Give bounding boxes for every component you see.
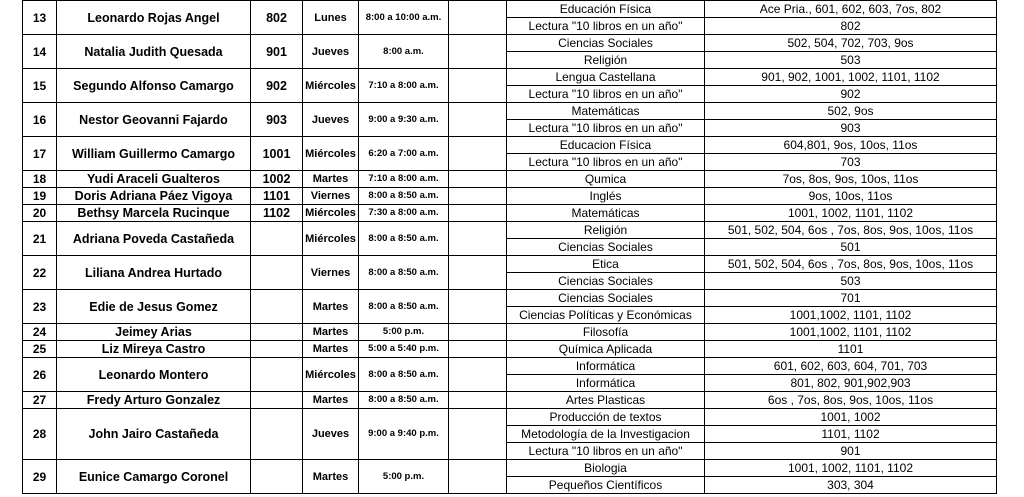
groups-cell: 1101	[705, 341, 997, 358]
subject-cell: Lectura "10 libros en un año"	[507, 120, 705, 137]
subject-cell: Informática	[507, 375, 705, 392]
room-number	[251, 341, 303, 358]
teacher-name: Fredy Arturo Gonzalez	[57, 392, 251, 409]
blank-cell	[449, 205, 507, 222]
table-row	[23, 103, 997, 120]
subject-cell: Inglés	[507, 188, 705, 205]
groups-cell: 901	[705, 443, 997, 460]
subject-cell: Filosofía	[507, 324, 705, 341]
time-slot: 8:00 a 8:50 a.m.	[359, 392, 449, 409]
subject-cell: Lectura "10 libros en un año"	[507, 86, 705, 103]
row-number: 15	[23, 69, 57, 103]
groups-cell: 502, 504, 702, 703, 9os	[705, 35, 997, 52]
weekday: Miércoles	[303, 358, 359, 392]
subject-cell: Matemáticas	[507, 103, 705, 120]
time-slot: 8:00 a 8:50 a.m.	[359, 256, 449, 290]
row-number: 17	[23, 137, 57, 171]
subject-cell: Lengua Castellana	[507, 69, 705, 86]
groups-cell: 501, 502, 504, 6os , 7os, 8os, 9os, 10os, 11os	[705, 222, 997, 239]
weekday: Lunes	[303, 1, 359, 35]
room-number	[251, 358, 303, 392]
blank-cell	[449, 324, 507, 341]
groups-cell: 701	[705, 290, 997, 307]
subject-cell: Ciencias Sociales	[507, 273, 705, 290]
room-number: 802	[251, 1, 303, 35]
teacher-name: Liliana Andrea Hurtado	[57, 256, 251, 290]
time-slot: 7:30 a 8:00 a.m.	[359, 205, 449, 222]
table-row	[23, 358, 997, 375]
teacher-name: Leonardo Rojas Angel	[57, 1, 251, 35]
subject-cell: Pequeños Científicos	[507, 477, 705, 494]
groups-cell: 6os , 7os, 8os, 9os, 10os, 11os	[705, 392, 997, 409]
table-row	[23, 341, 997, 358]
blank-cell	[449, 358, 507, 392]
table-row	[23, 69, 997, 86]
room-number	[251, 392, 303, 409]
weekday: Miércoles	[303, 222, 359, 256]
weekday: Martes	[303, 460, 359, 494]
teacher-schedule-table	[22, 0, 997, 494]
row-number: 18	[23, 171, 57, 188]
subject-cell: Qumica	[507, 171, 705, 188]
subject-cell: Religión	[507, 222, 705, 239]
groups-cell: 503	[705, 52, 997, 69]
teacher-name: Natalia Judith Quesada	[57, 35, 251, 69]
row-number: 29	[23, 460, 57, 494]
groups-cell: 1001,1002, 1101, 1102	[705, 324, 997, 341]
groups-cell: 503	[705, 273, 997, 290]
groups-cell: 502, 9os	[705, 103, 997, 120]
groups-cell: 902	[705, 86, 997, 103]
table-row	[23, 1, 997, 18]
weekday: Miércoles	[303, 137, 359, 171]
table-row	[23, 35, 997, 52]
groups-cell: 501, 502, 504, 6os , 7os, 8os, 9os, 10os, 11os	[705, 256, 997, 273]
groups-cell: 601, 602, 603, 604, 701, 703	[705, 358, 997, 375]
weekday: Jueves	[303, 409, 359, 460]
table-row	[23, 460, 997, 477]
row-number: 19	[23, 188, 57, 205]
time-slot: 7:10 a 8:00 a.m.	[359, 69, 449, 103]
schedule-sheet	[22, 0, 997, 494]
weekday: Martes	[303, 171, 359, 188]
teacher-name: Bethsy Marcela Rucinque	[57, 205, 251, 222]
time-slot: 8:00 a 8:50 a.m.	[359, 222, 449, 256]
subject-cell: Educación Física	[507, 1, 705, 18]
blank-cell	[449, 460, 507, 494]
room-number: 1101	[251, 188, 303, 205]
time-slot: 9:00 a 9:30 a.m.	[359, 103, 449, 137]
groups-cell: 7os, 8os, 9os, 10os, 11os	[705, 171, 997, 188]
row-number: 21	[23, 222, 57, 256]
row-number: 16	[23, 103, 57, 137]
row-number: 26	[23, 358, 57, 392]
blank-cell	[449, 290, 507, 324]
teacher-name: Doris Adriana Páez Vigoya	[57, 188, 251, 205]
row-number: 14	[23, 35, 57, 69]
teacher-name: Jeimey Arias	[57, 324, 251, 341]
room-number	[251, 460, 303, 494]
groups-cell: 501	[705, 239, 997, 256]
subject-cell: Lectura "10 libros en un año"	[507, 154, 705, 171]
groups-cell: 303, 304	[705, 477, 997, 494]
time-slot: 6:20 a 7:00 a.m.	[359, 137, 449, 171]
table-row	[23, 222, 997, 239]
table-row	[23, 409, 997, 426]
blank-cell	[449, 171, 507, 188]
room-number	[251, 324, 303, 341]
subject-cell: Informática	[507, 358, 705, 375]
groups-cell: 801, 802, 901,902,903	[705, 375, 997, 392]
blank-cell	[449, 35, 507, 69]
teacher-name: William Guillermo Camargo	[57, 137, 251, 171]
room-number: 903	[251, 103, 303, 137]
table-row	[23, 188, 997, 205]
groups-cell: 901, 902, 1001, 1002, 1101, 1102	[705, 69, 997, 86]
subject-cell: Etica	[507, 256, 705, 273]
table-row	[23, 392, 997, 409]
blank-cell	[449, 392, 507, 409]
room-number: 1001	[251, 137, 303, 171]
weekday: Viernes	[303, 188, 359, 205]
time-slot: 8:00 a 8:50 a.m.	[359, 188, 449, 205]
groups-cell: 802	[705, 18, 997, 35]
blank-cell	[449, 188, 507, 205]
room-number: 902	[251, 69, 303, 103]
teacher-name: Nestor Geovanni Fajardo	[57, 103, 251, 137]
time-slot: 8:00 a 8:50 a.m.	[359, 290, 449, 324]
time-slot: 5:00 p.m.	[359, 324, 449, 341]
row-number: 22	[23, 256, 57, 290]
subject-cell: Producción de textos	[507, 409, 705, 426]
subject-cell: Ciencias Sociales	[507, 239, 705, 256]
row-number: 28	[23, 409, 57, 460]
groups-cell: 1001, 1002	[705, 409, 997, 426]
groups-cell: 903	[705, 120, 997, 137]
room-number: 901	[251, 35, 303, 69]
groups-cell: 1001,1002, 1101, 1102	[705, 307, 997, 324]
blank-cell	[449, 103, 507, 137]
time-slot: 7:10 a 8:00 a.m.	[359, 171, 449, 188]
weekday: Viernes	[303, 256, 359, 290]
subject-cell: Ciencias Sociales	[507, 290, 705, 307]
row-number: 20	[23, 205, 57, 222]
room-number	[251, 222, 303, 256]
row-number: 27	[23, 392, 57, 409]
time-slot: 5:00 a 5:40 p.m.	[359, 341, 449, 358]
weekday: Miércoles	[303, 69, 359, 103]
groups-cell: 1001, 1002, 1101, 1102	[705, 205, 997, 222]
blank-cell	[449, 409, 507, 460]
weekday: Martes	[303, 290, 359, 324]
subject-cell: Religión	[507, 52, 705, 69]
table-row	[23, 324, 997, 341]
weekday: Miércoles	[303, 205, 359, 222]
table-row	[23, 137, 997, 154]
teacher-name: John Jairo Castañeda	[57, 409, 251, 460]
room-number	[251, 290, 303, 324]
time-slot: 8:00 a 10:00 a.m.	[359, 1, 449, 35]
teacher-name: Liz Mireya Castro	[57, 341, 251, 358]
row-number: 23	[23, 290, 57, 324]
groups-cell: 9os, 10os, 11os	[705, 188, 997, 205]
room-number	[251, 256, 303, 290]
teacher-name: Yudi Araceli Gualteros	[57, 171, 251, 188]
table-row	[23, 290, 997, 307]
time-slot: 5:00 p.m.	[359, 460, 449, 494]
teacher-name: Leonardo Montero	[57, 358, 251, 392]
subject-cell: Biologia	[507, 460, 705, 477]
table-row	[23, 205, 997, 222]
subject-cell: Educacion Física	[507, 137, 705, 154]
table-row	[23, 171, 997, 188]
subject-cell: Lectura "10 libros en un año"	[507, 18, 705, 35]
time-slot: 8:00 a.m.	[359, 35, 449, 69]
subject-cell: Química Aplicada	[507, 341, 705, 358]
table-body	[23, 1, 997, 494]
teacher-name: Adriana Poveda Castañeda	[57, 222, 251, 256]
teacher-name: Edie de Jesus Gomez	[57, 290, 251, 324]
time-slot: 9:00 a 9:40 p.m.	[359, 409, 449, 460]
blank-cell	[449, 256, 507, 290]
subject-cell: Ciencias Políticas y Económicas	[507, 307, 705, 324]
blank-cell	[449, 222, 507, 256]
teacher-name: Eunice Camargo Coronel	[57, 460, 251, 494]
blank-cell	[449, 137, 507, 171]
weekday: Jueves	[303, 35, 359, 69]
subject-cell: Ciencias Sociales	[507, 35, 705, 52]
weekday: Jueves	[303, 103, 359, 137]
subject-cell: Artes Plasticas	[507, 392, 705, 409]
weekday: Martes	[303, 392, 359, 409]
table-row	[23, 256, 997, 273]
blank-cell	[449, 341, 507, 358]
weekday: Martes	[303, 341, 359, 358]
blank-cell	[449, 69, 507, 103]
blank-cell	[449, 1, 507, 35]
row-number: 24	[23, 324, 57, 341]
row-number: 25	[23, 341, 57, 358]
room-number: 1102	[251, 205, 303, 222]
groups-cell: 1001, 1002, 1101, 1102	[705, 460, 997, 477]
teacher-name: Segundo Alfonso Camargo	[57, 69, 251, 103]
room-number	[251, 409, 303, 460]
subject-cell: Lectura "10 libros en un año"	[507, 443, 705, 460]
weekday: Martes	[303, 324, 359, 341]
groups-cell: 1101, 1102	[705, 426, 997, 443]
subject-cell: Metodología de la Investigacion	[507, 426, 705, 443]
groups-cell: 703	[705, 154, 997, 171]
time-slot: 8:00 a 8:50 a.m.	[359, 358, 449, 392]
row-number: 13	[23, 1, 57, 35]
subject-cell: Matemáticas	[507, 205, 705, 222]
groups-cell: Ace Pria., 601, 602, 603, 7os, 802	[705, 1, 997, 18]
groups-cell: 604,801, 9os, 10os, 11os	[705, 137, 997, 154]
room-number: 1002	[251, 171, 303, 188]
